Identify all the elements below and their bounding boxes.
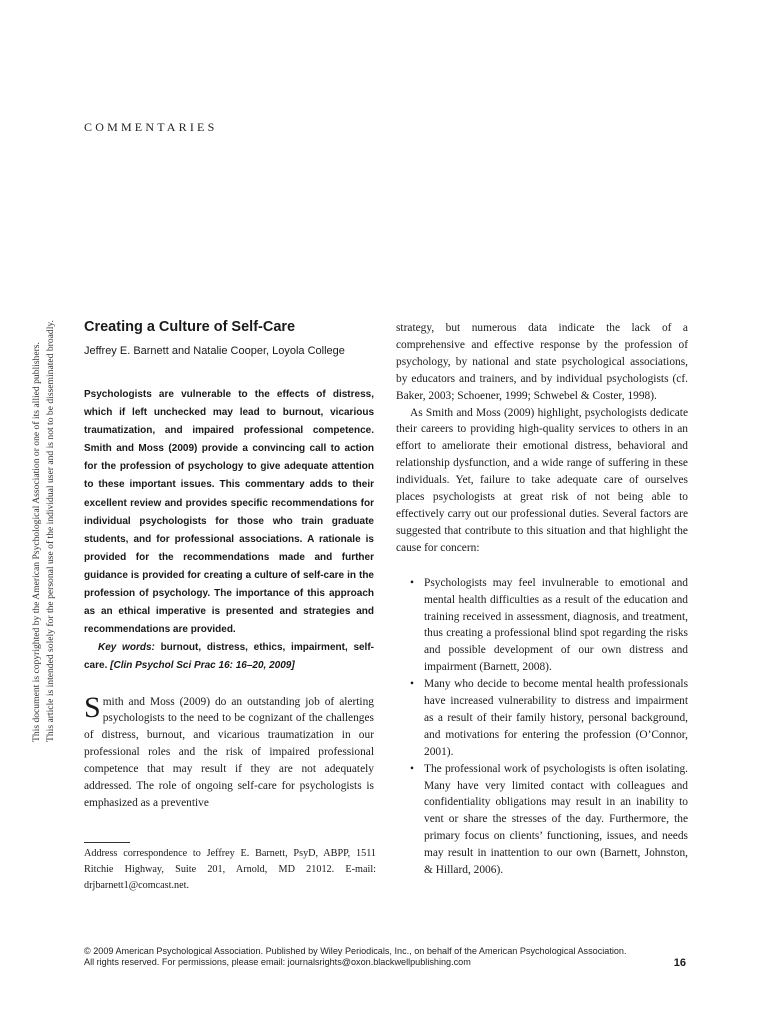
body-paragraph-1-text: mith and Moss (2009) do an outstanding job of alerting psychologists to the need to be cognizant of the challenges of distress, burnout, and vicarious traumatization in our professional roles and the risk of impaired professional competence that may result if they are not adequately addressed. The role of ongoing self-care for psychologists is emphasized as a preventive — [84, 695, 374, 809]
footer-permissions: All rights reserved. For permissions, please email: journalsrights@oxon.blackwellpublishing.com — [84, 957, 471, 967]
left-column — [84, 318, 374, 812]
list-item-text: Psychologists may feel invulnerable to emotional and mental health difficulties as a result of the education and training received in assessment, diagnosis, and treatment, thus creating a professional blind spot regarding the risks and possible development of our own distress and impairment (Barnett, 2008). — [424, 576, 688, 674]
abstract: Psychologists are vulnerable to the effects of distress, which if left unchecked may lead to burnout, vicarious traumatization, and impaired professional competence. Smith and Moss (2009) provide a convincing call to action for the profession of psychology to give adequate attention to these important issues. This commentary adds to their excellent review and provides specific recommendations for individual psychologists for those who train graduate students, and for professional associations. A rationale is provided for the recommendations made and further guidance is provided for creating a culture of self-care in the profession of psychology. The importance of this approach as an ethical imperative is presented and strategies and recommendations are provided. — [84, 389, 374, 636]
article-authors: Jeffrey E. Barnett and Natalie Cooper, Loyola College — [84, 345, 345, 357]
page-footer — [84, 946, 688, 968]
bullet-icon: • — [410, 576, 414, 589]
citation: [Clin Psychol Sci Prac 16: 16–20, 2009] — [110, 660, 295, 672]
list-item — [396, 761, 688, 879]
correspondence-footnote: Address correspondence to Jeffrey E. Barnett, PsyD, ABPP, 1511 Ritchie Highway, Suite 201, Arnold, MD 21012. E-mail: drjbarnett1@comcast.net. — [84, 848, 376, 891]
footnote-rule — [84, 842, 130, 843]
list-item-text: The professional work of psychologists is often isolating. Many have very limited contact with colleagues and confidentiality obligations may result in an inability to vent or share the stresses of the day. Furthermore, the primary focus on clients’ functioning, issues, and needs may result in inattention to our own (Barnett, Johnston, & Hillard, 2006). — [424, 762, 688, 877]
list-item — [396, 676, 688, 761]
right-column — [396, 320, 688, 879]
list-item — [396, 575, 688, 676]
keywords-list: burnout, distress, ethics, impairment, self-care. — [84, 642, 375, 672]
keywords — [84, 639, 374, 675]
section-label: COMMENTARIES — [84, 120, 218, 134]
body-paragraph-2: strategy, but numerous data indicate the lack of a comprehensive and effective response by the profession of psychology, by national and state psychological associations, by educators and trainers, and by individual psychologists (cf. Baker, 2003; Schoener, 1999; Schwebel & Coster, 1998). — [396, 322, 688, 402]
side-note-line-1: This document is copyrighted by the American Psychological Association or one of its allied publishers. — [31, 342, 42, 742]
copyright-side-note — [30, 282, 58, 742]
side-note-line-2: This article is intended solely for the personal use of the individual user and is not to be disseminated broadly. — [45, 320, 56, 742]
keywords-label: Key words: — [98, 642, 155, 654]
bullet-icon: • — [410, 762, 414, 775]
body-paragraph-3: As Smith and Moss (2009) highlight, psychologists dedicate their careers to providing high-quality services to others in an effort to ameliorate their emotional distress, behavioral and relationship dysfunction, and a wide range of suffering in these individuals. Yet, failure to take adequate care of ourselves places psychologists at great risk of not being able to effectively carry out our professional duties. Several factors are suggested that contribute to this situation and that highlight the cause for concern: — [396, 406, 688, 554]
article-title: Creating a Culture of Self-Care — [84, 319, 296, 335]
list-item-text: Many who decide to become mental health professionals have increased vulnerability to distress and impairment as a result of their family history, personal background, and motivations for entering the profession (O’Connor, 2001). — [424, 678, 688, 758]
bullet-icon: • — [410, 678, 414, 691]
concern-list — [396, 575, 688, 879]
body-paragraph-1 — [84, 690, 374, 812]
footer-copyright: © 2009 American Psychological Association. Published by Wiley Periodicals, Inc., on behalf of the American Psychological Association. — [84, 946, 627, 956]
page-number: 16 — [673, 957, 686, 969]
drop-cap: S — [84, 690, 101, 724]
